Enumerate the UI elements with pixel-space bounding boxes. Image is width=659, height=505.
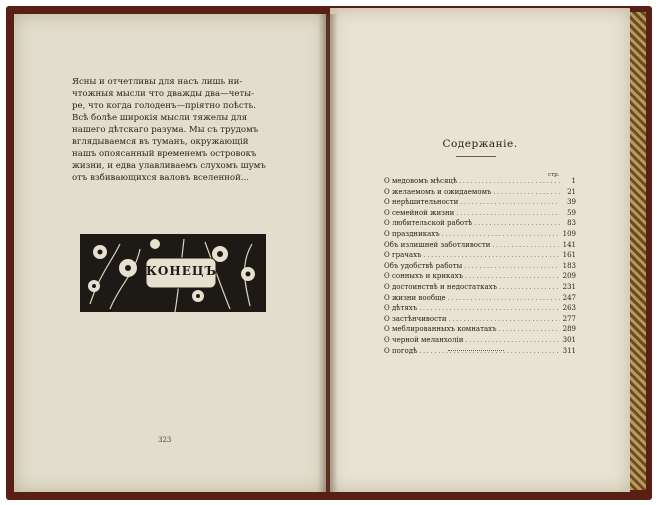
toc-entry bbox=[384, 177, 576, 188]
toc-entry-title: О дѣтяхъ bbox=[384, 304, 418, 313]
toc-leader-dots bbox=[499, 326, 560, 333]
toc-entry bbox=[384, 209, 576, 220]
toc-entry-page: 263 bbox=[562, 304, 576, 313]
toc-entry-title: О достоинствѣ и недостаткахъ bbox=[384, 282, 498, 291]
toc-entry bbox=[384, 230, 576, 241]
toc-leader-dots bbox=[474, 220, 560, 227]
toc-entry bbox=[384, 272, 576, 283]
toc-entry-page: 311 bbox=[562, 346, 576, 355]
floral-vignette bbox=[80, 234, 266, 312]
toc-entry bbox=[384, 283, 576, 294]
toc-leader-dots bbox=[424, 252, 561, 259]
toc-entry-title: Объ удобствѣ работы bbox=[384, 261, 463, 270]
toc-entry-page: 83 bbox=[567, 219, 576, 228]
toc-entry-title: О застѣнчивости bbox=[384, 314, 447, 323]
toc-entry-page: 59 bbox=[567, 208, 576, 217]
toc-entry bbox=[384, 294, 576, 305]
toc-entry-title: О сонныхъ и крикахъ bbox=[384, 272, 463, 281]
toc-leader-dots bbox=[494, 189, 561, 196]
toc-entry bbox=[384, 241, 576, 252]
poem-text bbox=[72, 76, 282, 184]
toc-entry-page: 39 bbox=[567, 198, 576, 207]
toc-entry-page: 183 bbox=[562, 261, 576, 270]
left-page-number: 323 bbox=[158, 436, 172, 444]
toc-entry-title: О черной меланхоліи bbox=[384, 335, 464, 344]
toc-leader-dots bbox=[419, 305, 560, 312]
toc-entry-title: О жизни вообще bbox=[384, 293, 446, 302]
poem-line: вглядываемся въ туманъ, окружающій bbox=[72, 137, 249, 147]
toc-entry bbox=[384, 325, 576, 336]
toc-leader-dots bbox=[456, 210, 560, 217]
toc-entry-page: 231 bbox=[562, 282, 576, 291]
page-column-header: стр. bbox=[548, 172, 560, 178]
toc-entry bbox=[384, 219, 576, 230]
toc-leader-dots bbox=[499, 284, 560, 291]
toc-leader-dots bbox=[442, 231, 560, 238]
toc-leader-dots bbox=[464, 263, 560, 270]
toc-entry-title: О нерѣшительности bbox=[384, 198, 459, 207]
vignette-lettering: КОНЕЦЪ bbox=[146, 264, 217, 278]
toc-entry-page: 109 bbox=[562, 229, 576, 238]
toc-entry-page: 247 bbox=[562, 293, 576, 302]
toc-entry-title: О меблированныхъ комнатахъ bbox=[384, 325, 497, 334]
poem-line: жизни, и едва улавливаемъ слухомъ шумъ bbox=[72, 161, 266, 171]
toc-entry-page: 141 bbox=[562, 240, 576, 249]
toc-entry bbox=[384, 251, 576, 262]
toc-entry-title: Объ излишней заботливости bbox=[384, 240, 491, 249]
poem-line: отъ взбивающихся валовъ вселенной... bbox=[72, 173, 249, 183]
toc-leader-dots bbox=[465, 273, 560, 280]
toc-leader-dots bbox=[449, 316, 560, 323]
toc-end-rule bbox=[448, 350, 504, 353]
toc-entry-title: О праздникахъ bbox=[384, 229, 440, 238]
poem-line: чтожныя мысли что дважды два—четы- bbox=[72, 89, 254, 99]
toc-entry-page: 277 bbox=[562, 314, 576, 323]
toc-entry-title: О любительской работѣ bbox=[384, 219, 473, 228]
toc-leader-dots bbox=[448, 295, 560, 302]
toc-entry-title: О семейной жизни bbox=[384, 208, 455, 217]
toc-entry-title: О желаемомъ и ожидаемомъ bbox=[384, 187, 492, 196]
toc-entry bbox=[384, 262, 576, 273]
title-rule bbox=[456, 156, 496, 157]
poem-line: ре, что когда голоденъ—пріятно поѣсть. bbox=[72, 101, 256, 111]
toc-entry bbox=[384, 315, 576, 326]
toc-leader-dots bbox=[459, 178, 560, 185]
toc-entry-title: О медовомъ мѣсяцѣ bbox=[384, 177, 458, 185]
toc-entry-page: 289 bbox=[562, 325, 576, 334]
toc-entry bbox=[384, 198, 576, 209]
toc-list bbox=[384, 177, 576, 357]
toc-title: Содержаніе. bbox=[442, 138, 518, 150]
toc-entry bbox=[384, 304, 576, 315]
book-gutter bbox=[318, 14, 338, 492]
toc-entry bbox=[384, 188, 576, 199]
page-edge bbox=[630, 12, 646, 490]
toc-entry-page: 21 bbox=[567, 187, 576, 196]
poem-line: Всѣ болѣе широкія мысли тяжелы для bbox=[72, 113, 248, 123]
toc-entry-title: О грачахъ bbox=[384, 251, 422, 260]
toc-entry-page: 161 bbox=[562, 251, 576, 260]
toc-entry bbox=[384, 336, 576, 347]
poem-line: нашего дѣтскаго разума. Мы съ трудомъ bbox=[72, 125, 259, 135]
poem-line: Ясны и отчетливы для насъ лишь ни- bbox=[72, 77, 243, 87]
toc-leader-dots bbox=[465, 337, 560, 344]
toc-leader-dots bbox=[492, 242, 560, 249]
toc-leader-dots bbox=[460, 199, 560, 206]
toc-entry-page: 1 bbox=[571, 177, 576, 185]
toc-entry-title: О погодѣ bbox=[384, 346, 418, 355]
toc-entry-page: 209 bbox=[562, 272, 576, 281]
poem-line: нашъ опоясанный временемъ островокъ bbox=[72, 149, 257, 159]
toc-entry-page: 301 bbox=[562, 335, 576, 344]
